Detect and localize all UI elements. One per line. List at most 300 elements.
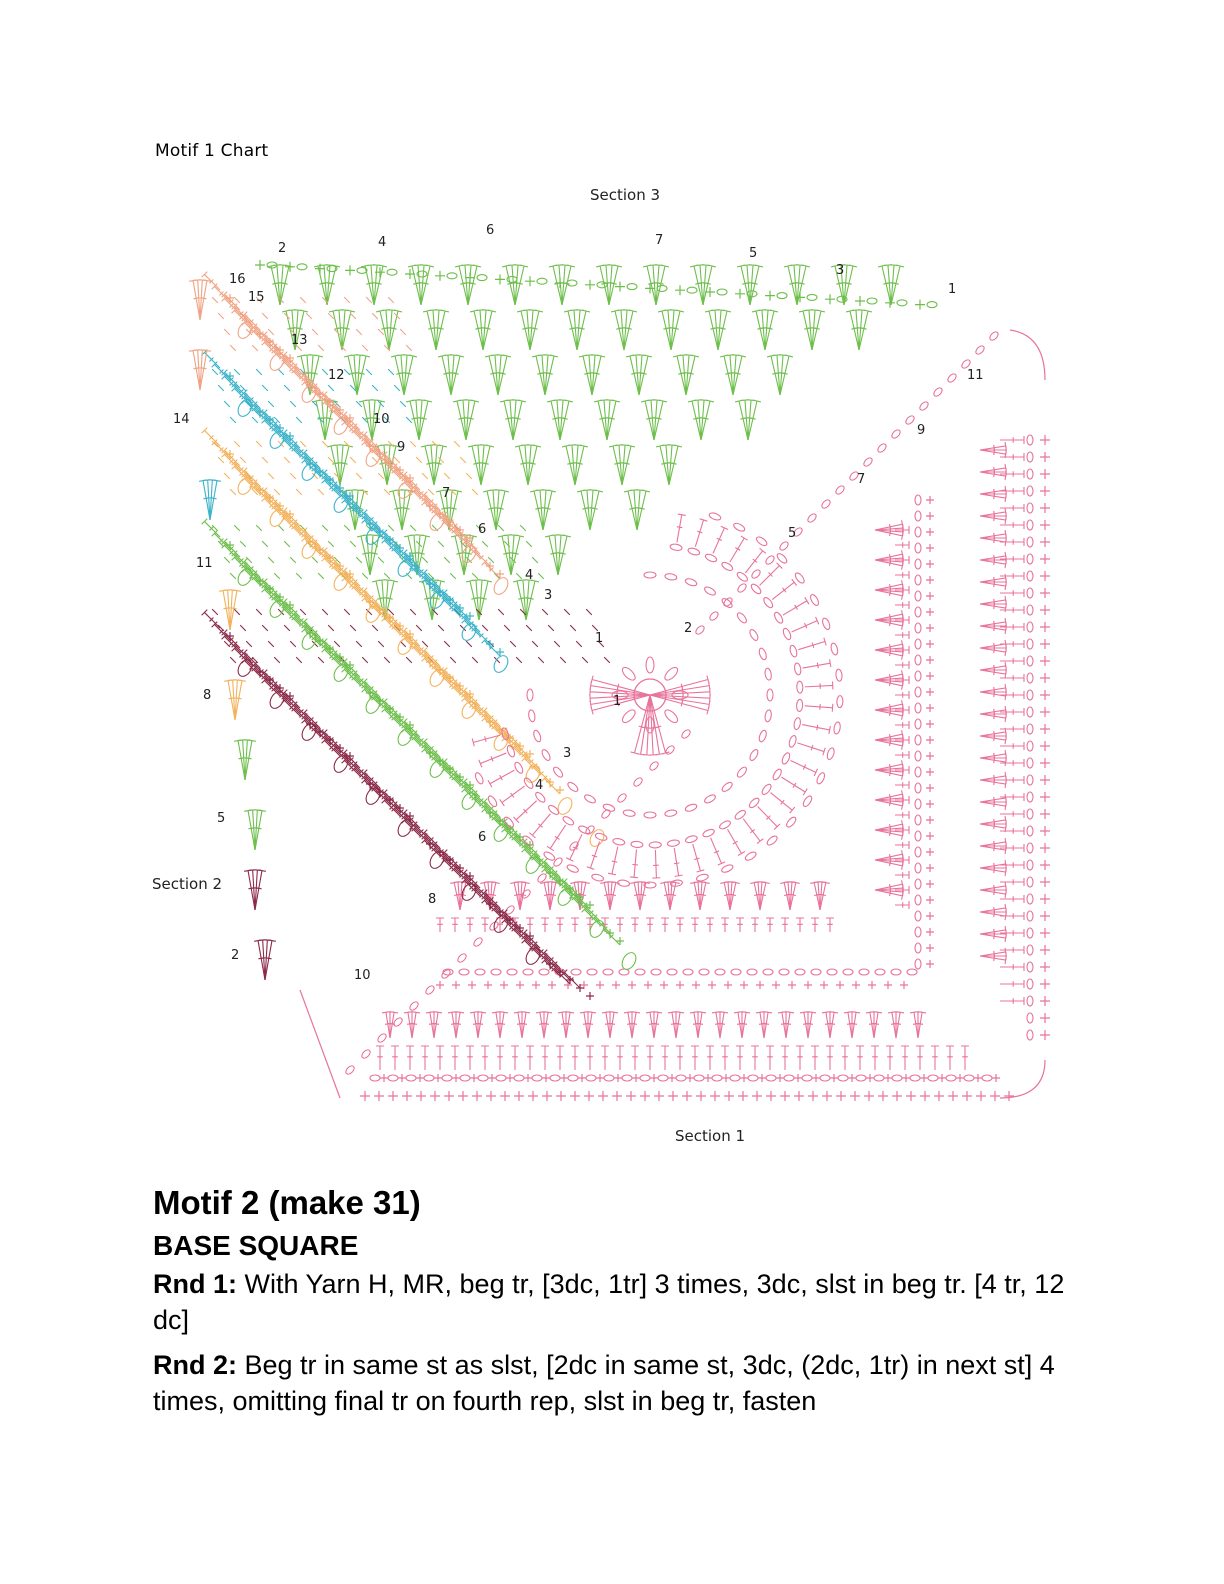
row-number: 7 — [442, 486, 451, 501]
dc-stitch — [488, 770, 514, 787]
sc-stitch — [926, 768, 934, 776]
dc-stitch — [980, 908, 1006, 916]
dc-stitch — [479, 753, 506, 767]
dc-stitch — [525, 580, 533, 620]
sc-stitch — [836, 981, 844, 989]
dc-stitch — [895, 796, 909, 804]
sc-stitch — [850, 1091, 860, 1101]
dc-stitch — [356, 329, 362, 335]
chain-stitch — [747, 969, 757, 975]
sc-stitch — [470, 1074, 478, 1082]
dc-stitch — [322, 643, 340, 661]
chain-stitch — [477, 275, 487, 281]
dc-stitch — [472, 735, 500, 746]
dc-stitch — [222, 630, 240, 648]
row-number: 3 — [836, 263, 845, 278]
dc-stitch — [706, 918, 714, 932]
dc-stitch — [234, 369, 240, 375]
chain-stitch — [927, 302, 937, 308]
dc-stitch — [451, 1046, 459, 1070]
chain-stitch — [1027, 707, 1033, 717]
row-number: 2 — [231, 948, 240, 963]
chain-stitch — [651, 969, 661, 975]
sc-stitch — [1040, 554, 1050, 564]
chain-stitch — [514, 1075, 524, 1081]
chain-stitch — [777, 293, 787, 299]
chain-stitch — [788, 735, 797, 748]
dc-stitch — [826, 1046, 834, 1070]
dc-stitch — [980, 889, 1006, 898]
chain-stitch — [424, 1075, 434, 1081]
sc-stitch — [654, 1091, 664, 1101]
dc-stitch — [356, 557, 362, 563]
dc-stitch — [566, 834, 582, 861]
chain-stitch — [736, 766, 748, 779]
dc-stitch — [895, 901, 909, 909]
dc-stitch — [388, 310, 396, 350]
dc-stitch — [532, 557, 538, 563]
dc-stitch — [980, 713, 1006, 722]
chain-stitch — [1027, 775, 1033, 785]
dc-stitch — [719, 1012, 728, 1038]
sc-stitch — [752, 1091, 762, 1101]
dc-stitch — [895, 736, 909, 744]
dc-stitch — [378, 329, 384, 335]
dc-stitch — [284, 541, 290, 547]
dc-stitch — [538, 573, 544, 579]
dc-stitch — [388, 297, 394, 303]
chain-stitch — [815, 772, 826, 785]
chain-stitch — [779, 969, 789, 975]
chain-stitch — [694, 624, 705, 635]
dc-stitch — [858, 310, 866, 350]
dc-stitch — [914, 1012, 922, 1038]
dc-stitch — [262, 414, 280, 432]
chain-stitch — [297, 264, 307, 270]
chain-stitch — [513, 761, 524, 774]
chain-stitch — [424, 984, 435, 995]
dc-stitch — [980, 640, 1006, 649]
dc-stitch — [743, 819, 763, 844]
chain-stitch — [658, 1075, 668, 1081]
dc-stitch — [980, 754, 1006, 762]
row-number: 13 — [291, 333, 308, 348]
row-number: 5 — [788, 526, 797, 541]
sc-stitch — [1040, 452, 1050, 462]
dc-stitch — [344, 369, 350, 375]
chain-stitch — [830, 642, 839, 655]
dc-stitch — [895, 871, 909, 879]
dc-stitch — [980, 464, 1006, 473]
sc-stitch — [920, 1074, 928, 1082]
dc-stitch — [302, 623, 320, 641]
chain-stitch — [1027, 945, 1033, 955]
chain-stitch — [672, 691, 688, 699]
chain-stitch — [616, 792, 627, 803]
sc-stitch — [992, 1074, 1000, 1082]
chain-stitch — [640, 1075, 650, 1081]
dc-stitch — [895, 586, 909, 594]
dc-stitch — [738, 1012, 746, 1038]
dc-stitch — [980, 933, 1006, 942]
sc-stitch — [926, 592, 934, 600]
sc-stitch — [926, 816, 934, 824]
dc-stitch — [428, 489, 434, 495]
sc-stitch — [926, 608, 934, 616]
sc-stitch — [596, 1074, 604, 1082]
sc-stitch — [926, 496, 934, 504]
dc-stitch — [466, 918, 474, 932]
sc-stitch — [758, 1074, 766, 1082]
dc-stitch — [721, 918, 729, 932]
dc-stitch — [378, 557, 384, 563]
chain-stitch — [370, 1075, 380, 1081]
dc-stitch — [763, 1012, 772, 1038]
dc-stitch — [558, 1012, 567, 1038]
chain-stitch — [1027, 911, 1033, 921]
dc-stitch — [232, 304, 250, 322]
chain-stitch — [915, 751, 921, 761]
dc-stitch — [980, 779, 1006, 788]
dc-stitch — [589, 490, 597, 530]
dc-stitch — [560, 657, 566, 663]
dc-stitch — [224, 401, 230, 407]
sc-stitch — [794, 1074, 802, 1082]
dc-stitch — [980, 596, 1006, 605]
dc-stitch — [844, 1012, 853, 1038]
dc-stitch — [895, 616, 909, 624]
chain-stitch — [721, 863, 734, 873]
dc-stitch — [782, 1012, 790, 1038]
sc-stitch — [1040, 605, 1050, 615]
dc-stitch — [980, 486, 1006, 495]
chain-stitch — [1027, 809, 1033, 819]
dc-stitch — [1000, 844, 1024, 852]
dc-stitch — [980, 776, 1006, 784]
dc-stitch — [496, 918, 504, 932]
chain-stitch — [915, 495, 921, 505]
dc-stitch — [822, 1012, 831, 1038]
sc-stitch — [704, 1074, 712, 1082]
dc-stitch — [514, 1012, 523, 1038]
chain-stitch — [676, 1075, 686, 1081]
dc-stitch — [268, 641, 274, 647]
dc-stitch — [212, 622, 230, 640]
dc-stitch — [711, 838, 726, 865]
sc-stitch — [1040, 894, 1050, 904]
dc-stitch — [256, 369, 262, 375]
chain-stitch — [717, 289, 727, 295]
dc-stitch — [544, 355, 552, 395]
sc-stitch — [822, 1091, 832, 1101]
sc-stitch — [1040, 435, 1050, 445]
chain-stitch — [907, 969, 917, 975]
sc-stitch — [1040, 826, 1050, 836]
chain-stitch — [730, 1075, 740, 1081]
sc-stitch — [772, 981, 780, 989]
chain-stitch — [1027, 928, 1033, 938]
dc-stitch — [518, 1012, 526, 1038]
chain-stitch — [827, 969, 837, 975]
chain-stitch — [646, 717, 654, 733]
dc-stitch — [1000, 742, 1024, 750]
chain-stitch — [708, 512, 721, 522]
dc-stitch — [980, 446, 1006, 454]
dc-stitch — [980, 530, 1006, 539]
dc-stitch — [230, 489, 236, 495]
dc-stitch — [676, 1046, 684, 1070]
round-label: Rnd 1: — [153, 1269, 237, 1299]
dc-stitch — [350, 625, 356, 631]
row-number: 4 — [535, 778, 544, 793]
dc-stitch — [693, 844, 705, 872]
row-number: 12 — [328, 368, 345, 383]
dc-stitch — [328, 625, 334, 631]
sc-stitch — [1040, 656, 1050, 666]
dc-stitch — [224, 641, 230, 647]
dc-stitch — [262, 492, 280, 510]
dc-stitch — [268, 401, 274, 407]
dc-stitch — [450, 573, 456, 579]
chain-stitch — [974, 344, 985, 355]
chain-stitch — [755, 535, 768, 547]
sc-stitch — [506, 1074, 514, 1082]
dc-stitch — [691, 918, 699, 932]
sc-stitch — [724, 981, 732, 989]
dc-stitch — [422, 496, 440, 514]
dc-stitch — [538, 657, 544, 663]
chain-stitch — [649, 842, 661, 848]
dc-stitch — [481, 1046, 489, 1070]
dc-stitch — [980, 574, 1006, 583]
dc-stitch — [268, 473, 274, 479]
chain-stitch — [543, 850, 556, 861]
dc-stitch — [785, 1012, 794, 1038]
chain-stitch — [1027, 860, 1033, 870]
dc-stitch — [616, 1046, 624, 1070]
chain-stitch — [663, 708, 680, 725]
sc-stitch — [1040, 996, 1050, 1006]
dc-stitch — [848, 1012, 856, 1038]
dc-stitch — [366, 297, 372, 303]
dc-stitch — [444, 557, 450, 563]
dc-stitch — [980, 493, 1006, 502]
row-number: 5 — [217, 811, 226, 826]
sc-stitch — [626, 1091, 636, 1101]
sc-stitch — [1040, 622, 1050, 632]
chain-stitch — [915, 735, 921, 745]
sc-stitch — [885, 298, 895, 308]
dc-stitch — [252, 417, 258, 423]
dc-stitch — [556, 1046, 564, 1070]
dc-stitch — [411, 1012, 420, 1038]
sc-stitch — [926, 960, 934, 968]
dc-stitch — [805, 704, 833, 712]
sc-stitch — [472, 1091, 482, 1101]
sc-stitch — [878, 1091, 888, 1101]
chain-stitch — [915, 911, 921, 921]
chain-stitch — [915, 879, 921, 889]
sc-stitch — [776, 1074, 784, 1082]
dc-stitch — [781, 918, 789, 932]
dc-stitch — [212, 440, 230, 458]
dc-stitch — [980, 904, 1006, 913]
dc-stitch — [350, 457, 356, 463]
round-2-instruction — [153, 1347, 1073, 1419]
sc-stitch — [682, 1091, 692, 1101]
chain-stitch — [680, 728, 691, 739]
sc-stitch — [948, 1091, 958, 1101]
dc-stitch — [650, 1012, 658, 1038]
dc-stitch — [341, 310, 349, 350]
dc-stitch — [888, 1012, 897, 1038]
chain-stitch — [597, 282, 607, 288]
dc-stitch — [796, 1046, 804, 1070]
dc-stitch — [318, 489, 324, 495]
dc-stitch — [1000, 793, 1024, 801]
dc-stitch — [234, 441, 240, 447]
chain-stitch — [532, 729, 542, 742]
sc-stitch — [866, 1074, 874, 1082]
dc-stitch — [262, 385, 268, 391]
sc-stitch — [1040, 945, 1050, 955]
chain-stitch — [523, 777, 535, 790]
dc-stitch — [895, 646, 909, 654]
dc-stitch — [582, 657, 588, 663]
dc-stitch — [526, 541, 532, 547]
dc-stitch — [232, 642, 250, 660]
chain-stitch — [776, 552, 789, 565]
dc-stitch — [536, 1012, 545, 1038]
chain-stitch — [915, 527, 921, 537]
dc-stitch — [980, 647, 1006, 656]
dc-stitch — [278, 369, 284, 375]
round-text: With Yarn H, MR, beg tr, [3dc, 1tr] 3 times, 3dc, slst in beg tr. [4 tr, 12 dc] — [153, 1269, 1065, 1335]
chain-stitch — [837, 696, 843, 708]
dc-stitch — [418, 400, 426, 440]
chain-stitch — [528, 709, 536, 722]
dc-stitch — [980, 559, 1006, 568]
chain-stitch — [736, 611, 748, 624]
dc-stitch — [322, 734, 340, 752]
chain-stitch — [915, 591, 921, 601]
chain-stitch — [715, 969, 725, 975]
sc-stitch — [1040, 537, 1050, 547]
dc-stitch — [450, 657, 456, 663]
sc-stitch — [1004, 1091, 1014, 1101]
row-number: 4 — [378, 235, 387, 250]
chain-stitch — [699, 969, 709, 975]
sc-stitch — [380, 1074, 388, 1082]
dc-stitch — [1000, 657, 1024, 665]
chain-stitch — [388, 1075, 398, 1081]
dc-stitch — [895, 856, 909, 864]
dc-stitch — [240, 541, 246, 547]
chain-stitch — [578, 824, 591, 835]
dc-stitch — [426, 1012, 435, 1038]
dc-stitch — [1000, 521, 1024, 529]
dc-stitch — [608, 847, 618, 875]
dc-stitch — [542, 609, 548, 615]
chain-stitch — [1027, 452, 1033, 462]
chain-stitch — [567, 280, 577, 286]
sc-stitch — [926, 560, 934, 568]
dc-stitch — [586, 609, 592, 615]
dc-stitch — [222, 539, 240, 557]
dc-stitch — [766, 1046, 774, 1070]
chain-stitch — [867, 298, 877, 304]
dc-stitch — [482, 638, 500, 656]
dc-stitch — [695, 519, 707, 547]
dc-stitch — [980, 468, 1006, 476]
sc-stitch — [430, 1091, 440, 1101]
dc-stitch — [290, 557, 296, 563]
sc-stitch — [926, 688, 934, 696]
chain-stitch — [591, 873, 604, 882]
dc-stitch — [895, 526, 909, 534]
sc-stitch — [1040, 469, 1050, 479]
row-number: 6 — [478, 830, 487, 845]
chain-stitch — [807, 294, 817, 300]
chain-stitch — [507, 276, 517, 282]
chain-stitch — [932, 386, 943, 397]
chain-stitch — [796, 681, 803, 693]
dc-stitch — [790, 761, 817, 776]
dc-stitch — [797, 743, 825, 755]
dc-stitch — [543, 1012, 552, 1038]
dc-stitch — [661, 918, 669, 932]
dc-stitch — [571, 1046, 579, 1070]
dc-stitch — [980, 471, 1006, 480]
dc-stitch — [384, 657, 390, 663]
dc-stitch — [800, 1012, 809, 1038]
dc-stitch — [378, 641, 384, 647]
sc-stitch — [926, 656, 934, 664]
dc-stitch — [866, 1012, 875, 1038]
dc-stitch — [841, 1046, 849, 1070]
dc-stitch — [980, 508, 1006, 517]
chain-stitch — [782, 627, 792, 640]
chain-stitch — [785, 816, 797, 829]
sc-stitch — [644, 981, 652, 989]
dc-stitch — [296, 489, 302, 495]
dc-stitch — [980, 618, 1006, 627]
dc-stitch — [565, 1012, 574, 1038]
sc-stitch — [398, 1074, 406, 1082]
dc-stitch — [435, 310, 443, 350]
dc-stitch — [496, 1046, 504, 1070]
chain-stitch — [915, 703, 921, 713]
chain-stitch — [696, 873, 709, 882]
sc-stitch — [884, 1074, 892, 1082]
dc-stitch — [851, 1012, 860, 1038]
row-number: 2 — [684, 621, 693, 636]
dc-stitch — [448, 1012, 457, 1038]
sc-stitch — [1040, 775, 1050, 785]
chain-stitch — [915, 687, 921, 697]
chain-stitch — [702, 828, 715, 838]
sc-stitch — [708, 981, 716, 989]
dc-stitch — [745, 548, 765, 573]
dc-stitch — [980, 512, 1006, 520]
dc-stitch — [576, 310, 584, 350]
dc-stitch — [296, 417, 302, 423]
dc-stitch — [980, 644, 1006, 652]
dc-stitch — [587, 1012, 596, 1038]
dc-stitch — [980, 838, 1006, 847]
row-number: 16 — [229, 272, 246, 287]
dc-stitch — [421, 1046, 429, 1070]
